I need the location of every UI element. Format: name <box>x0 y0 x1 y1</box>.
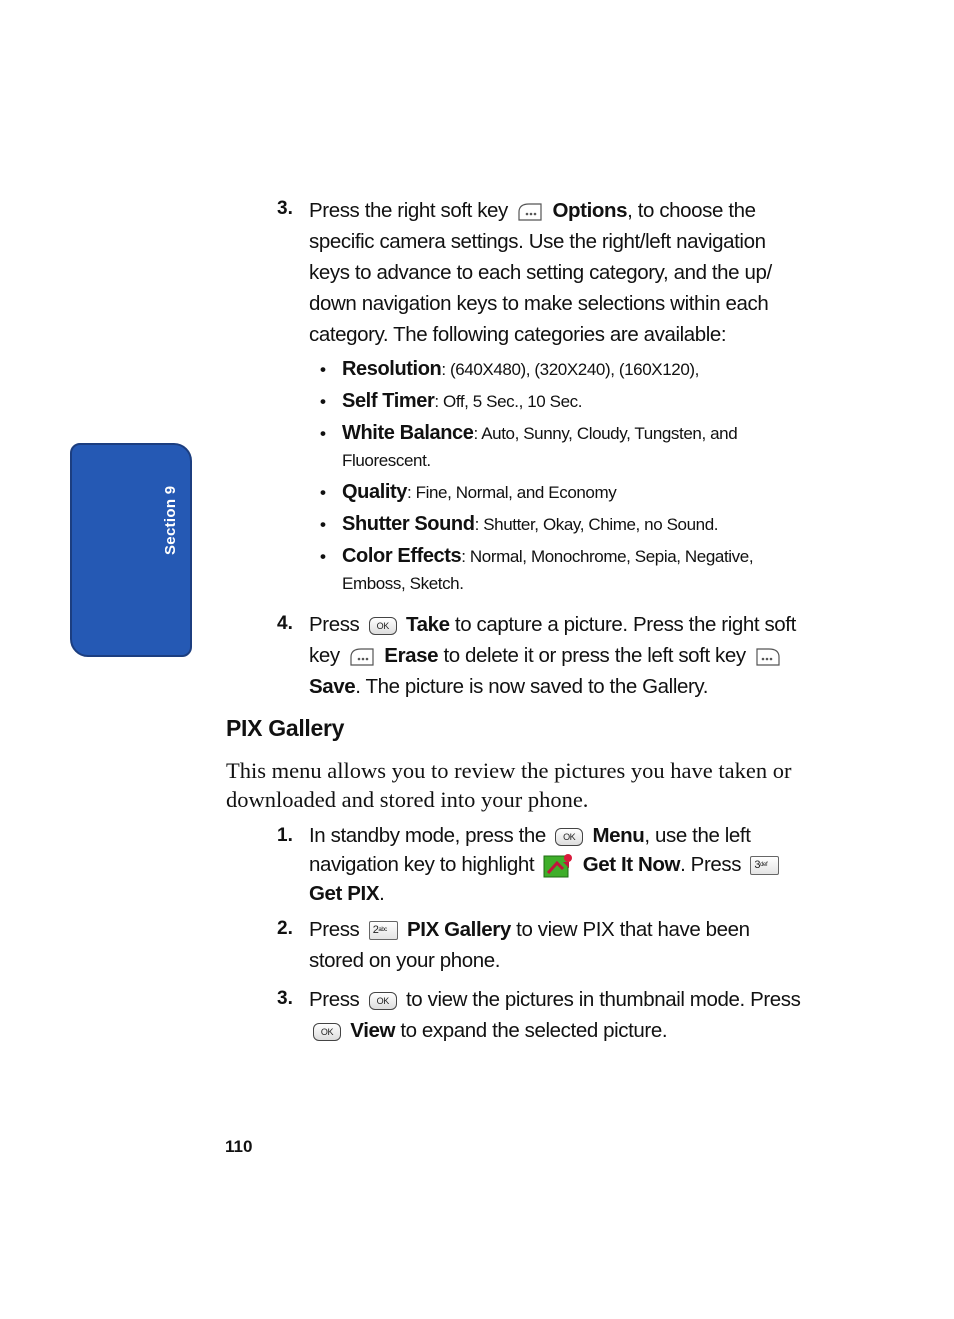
gallery-step-3-text: Press OK to view the pictures in thumbnail mode. Press OK View to expand the selected picture. <box>309 988 801 1042</box>
list-item: • Quality: Fine, Normal, and Economy <box>320 481 617 503</box>
ok-key-icon: OK <box>555 828 583 846</box>
list-item: • Shutter Sound: Shutter, Okay, Chime, no Sound. <box>320 513 719 535</box>
list-item: • Resolution: (640X480), (320X240), (160X120), <box>320 358 699 380</box>
ok-key-icon: OK <box>369 992 397 1010</box>
right-soft-key-icon <box>517 202 543 222</box>
left-soft-key-icon <box>755 647 781 667</box>
gallery-step-1-number: 1. <box>277 825 293 846</box>
step-3-number: 3. <box>277 198 293 219</box>
gallery-step-1-text: In standby mode, press the OK Menu, use the left navigation key to highlight Get It Now. Press $3^{def}$ Get PIX. <box>309 821 809 908</box>
intro-paragraph: This menu allows you to review the pictures you have taken or downloaded and stored into your phone. <box>226 758 792 812</box>
gallery-step-2-text: Press $2^{abc}$ PIX Gallery to view PIX that have been stored on your phone. <box>309 918 750 972</box>
list-item: • Color Effects: Normal, Monochrome, Sepia, Negative, Emboss, Sketch. <box>320 545 754 593</box>
key-3-icon: $3^{def}$ <box>750 856 779 875</box>
step-4-text: Press OK Take to capture a picture. Press the right soft key Erase to delete it or press the left soft key Save. The picture is now saved to the Gallery. <box>309 613 796 698</box>
step-4-number: 4. <box>277 613 293 634</box>
key-2-icon: $2^{abc}$ <box>369 921 398 940</box>
list-item: • Self Timer: Off, 5 Sec., 10 Sec. <box>320 390 583 412</box>
camera-settings-list <box>320 356 780 602</box>
ok-key-icon: OK <box>369 617 397 635</box>
gallery-step-2-number: 2. <box>277 918 293 939</box>
page-number: 110 <box>225 1137 253 1156</box>
section-tab-label: Section 9 <box>162 485 179 555</box>
section-heading: PIX Gallery <box>226 715 345 741</box>
step-3-text: Press the right soft key Options, to choose the specific camera settings. Use the right/left navigation keys to advance to each setting category, and the up/ down navigation keys to make selections within each category. The following categories are available: <box>309 199 772 346</box>
ok-key-icon: OK <box>313 1023 341 1041</box>
gallery-step-3-number: 3. <box>277 988 293 1009</box>
right-soft-key-icon <box>349 647 375 667</box>
get-it-now-icon <box>543 853 573 879</box>
list-item: • White Balance: Auto, Sunny, Cloudy, Tungsten, and Fluorescent. <box>320 422 738 470</box>
